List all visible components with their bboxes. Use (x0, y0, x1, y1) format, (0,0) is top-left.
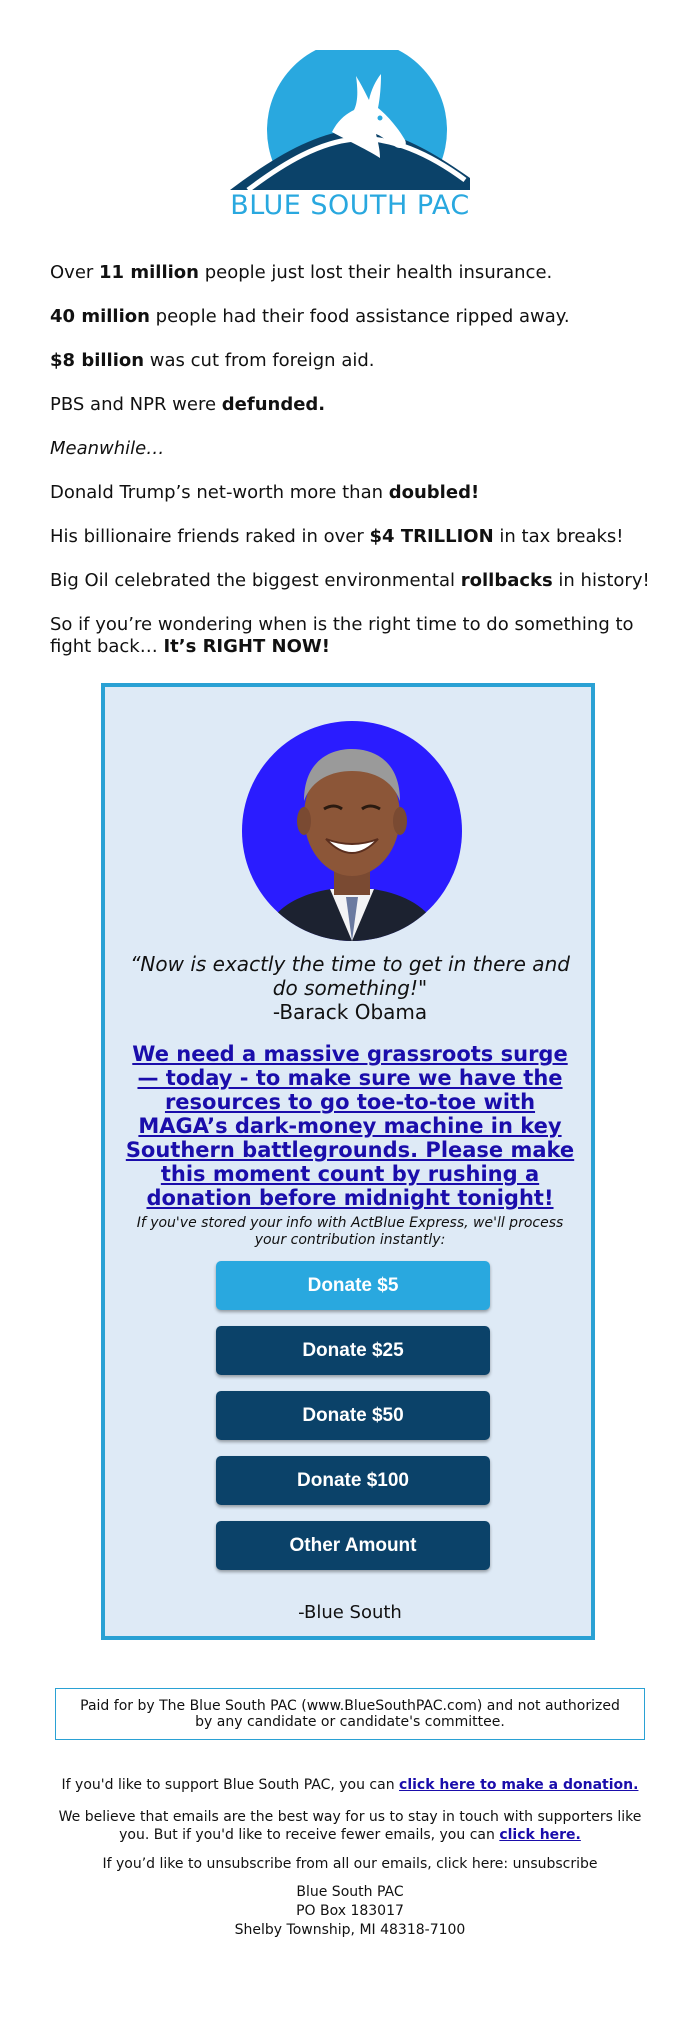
intro-paragraph: $8 billion was cut from foreign aid. (50, 350, 375, 371)
quote-attribution: -Barack Obama (272, 1000, 428, 1024)
logo-text: BLUE SOUTH PAC (230, 190, 470, 221)
intro-paragraph: So if you’re wondering when is the right time to do something to fight back… It’s RIGHT NOW! (50, 614, 634, 657)
donation-cta-link[interactable]: We need a massive grassroots surge — today - to make sure we have the resources to go toe-to-toe with MAGA’s dark-money machine in key Southern battlegrounds. Please make this moment count by rushing a donation before midnight tonight! (125, 1042, 575, 1210)
intro-paragraph: Big Oil celebrated the biggest environmental rollbacks in history! (50, 570, 650, 591)
address-line: Blue South PAC (296, 1884, 404, 1900)
donate-5-button[interactable]: Donate $5 (216, 1261, 490, 1310)
address-line: PO Box 183017 (296, 1903, 404, 1919)
donation-link[interactable]: click here to make a donation. (399, 1777, 639, 1793)
donate-50-button[interactable]: Donate $50 (216, 1391, 490, 1440)
donation-box (101, 683, 595, 1640)
fewer-emails-link[interactable]: click here. (499, 1827, 581, 1843)
donate-25-button[interactable]: Donate $25 (216, 1326, 490, 1375)
unsubscribe-line[interactable]: If you’d like to unsubscribe from all our emails, click here: unsubscribe (102, 1856, 598, 1872)
signature: -Blue South (298, 1602, 402, 1623)
blue-south-pac-logo (230, 50, 470, 225)
quote-text: “Now is exactly the time to get in there and do something!" (130, 952, 570, 1000)
obama-portrait (242, 721, 462, 941)
support-line: If you'd like to support Blue South PAC, you can click here to make a donation. (61, 1777, 639, 1793)
other-amount-button[interactable]: Other Amount (216, 1521, 490, 1570)
address-line: Shelby Township, MI 48318-7100 (234, 1922, 466, 1938)
actblue-note: If you've stored your info with ActBlue Express, we'll process your contribution instantly: (136, 1215, 564, 1248)
donate-100-button[interactable]: Donate $100 (216, 1456, 490, 1505)
intro-paragraph: Meanwhile… (50, 438, 165, 459)
paid-for-disclaimer (55, 1688, 645, 1740)
intro-copy (50, 262, 650, 680)
donkey-icon (230, 50, 470, 190)
intro-paragraph: Donald Trump’s net-worth more than doubled! (50, 482, 480, 503)
fewer-emails-line: We believe that emails are the best way for us to stay in touch with supporters like you. But if you'd like to receive fewer emails, you can click here. (58, 1809, 642, 1843)
intro-paragraph: Over 11 million people just lost their health insurance. (50, 262, 553, 283)
paid-for-text: Paid for by The Blue South PAC (www.BlueSouthPAC.com) and not authorized by any candidate or candidate's committee. (80, 1698, 620, 1730)
mailing-address (50, 1883, 650, 1940)
intro-paragraph: PBS and NPR were defunded. (50, 394, 326, 415)
obama-quote (125, 952, 575, 1024)
intro-paragraph: 40 million people had their food assistance ripped away. (50, 306, 570, 327)
intro-paragraph: His billionaire friends raked in over $4 TRILLION in tax breaks! (50, 526, 624, 547)
